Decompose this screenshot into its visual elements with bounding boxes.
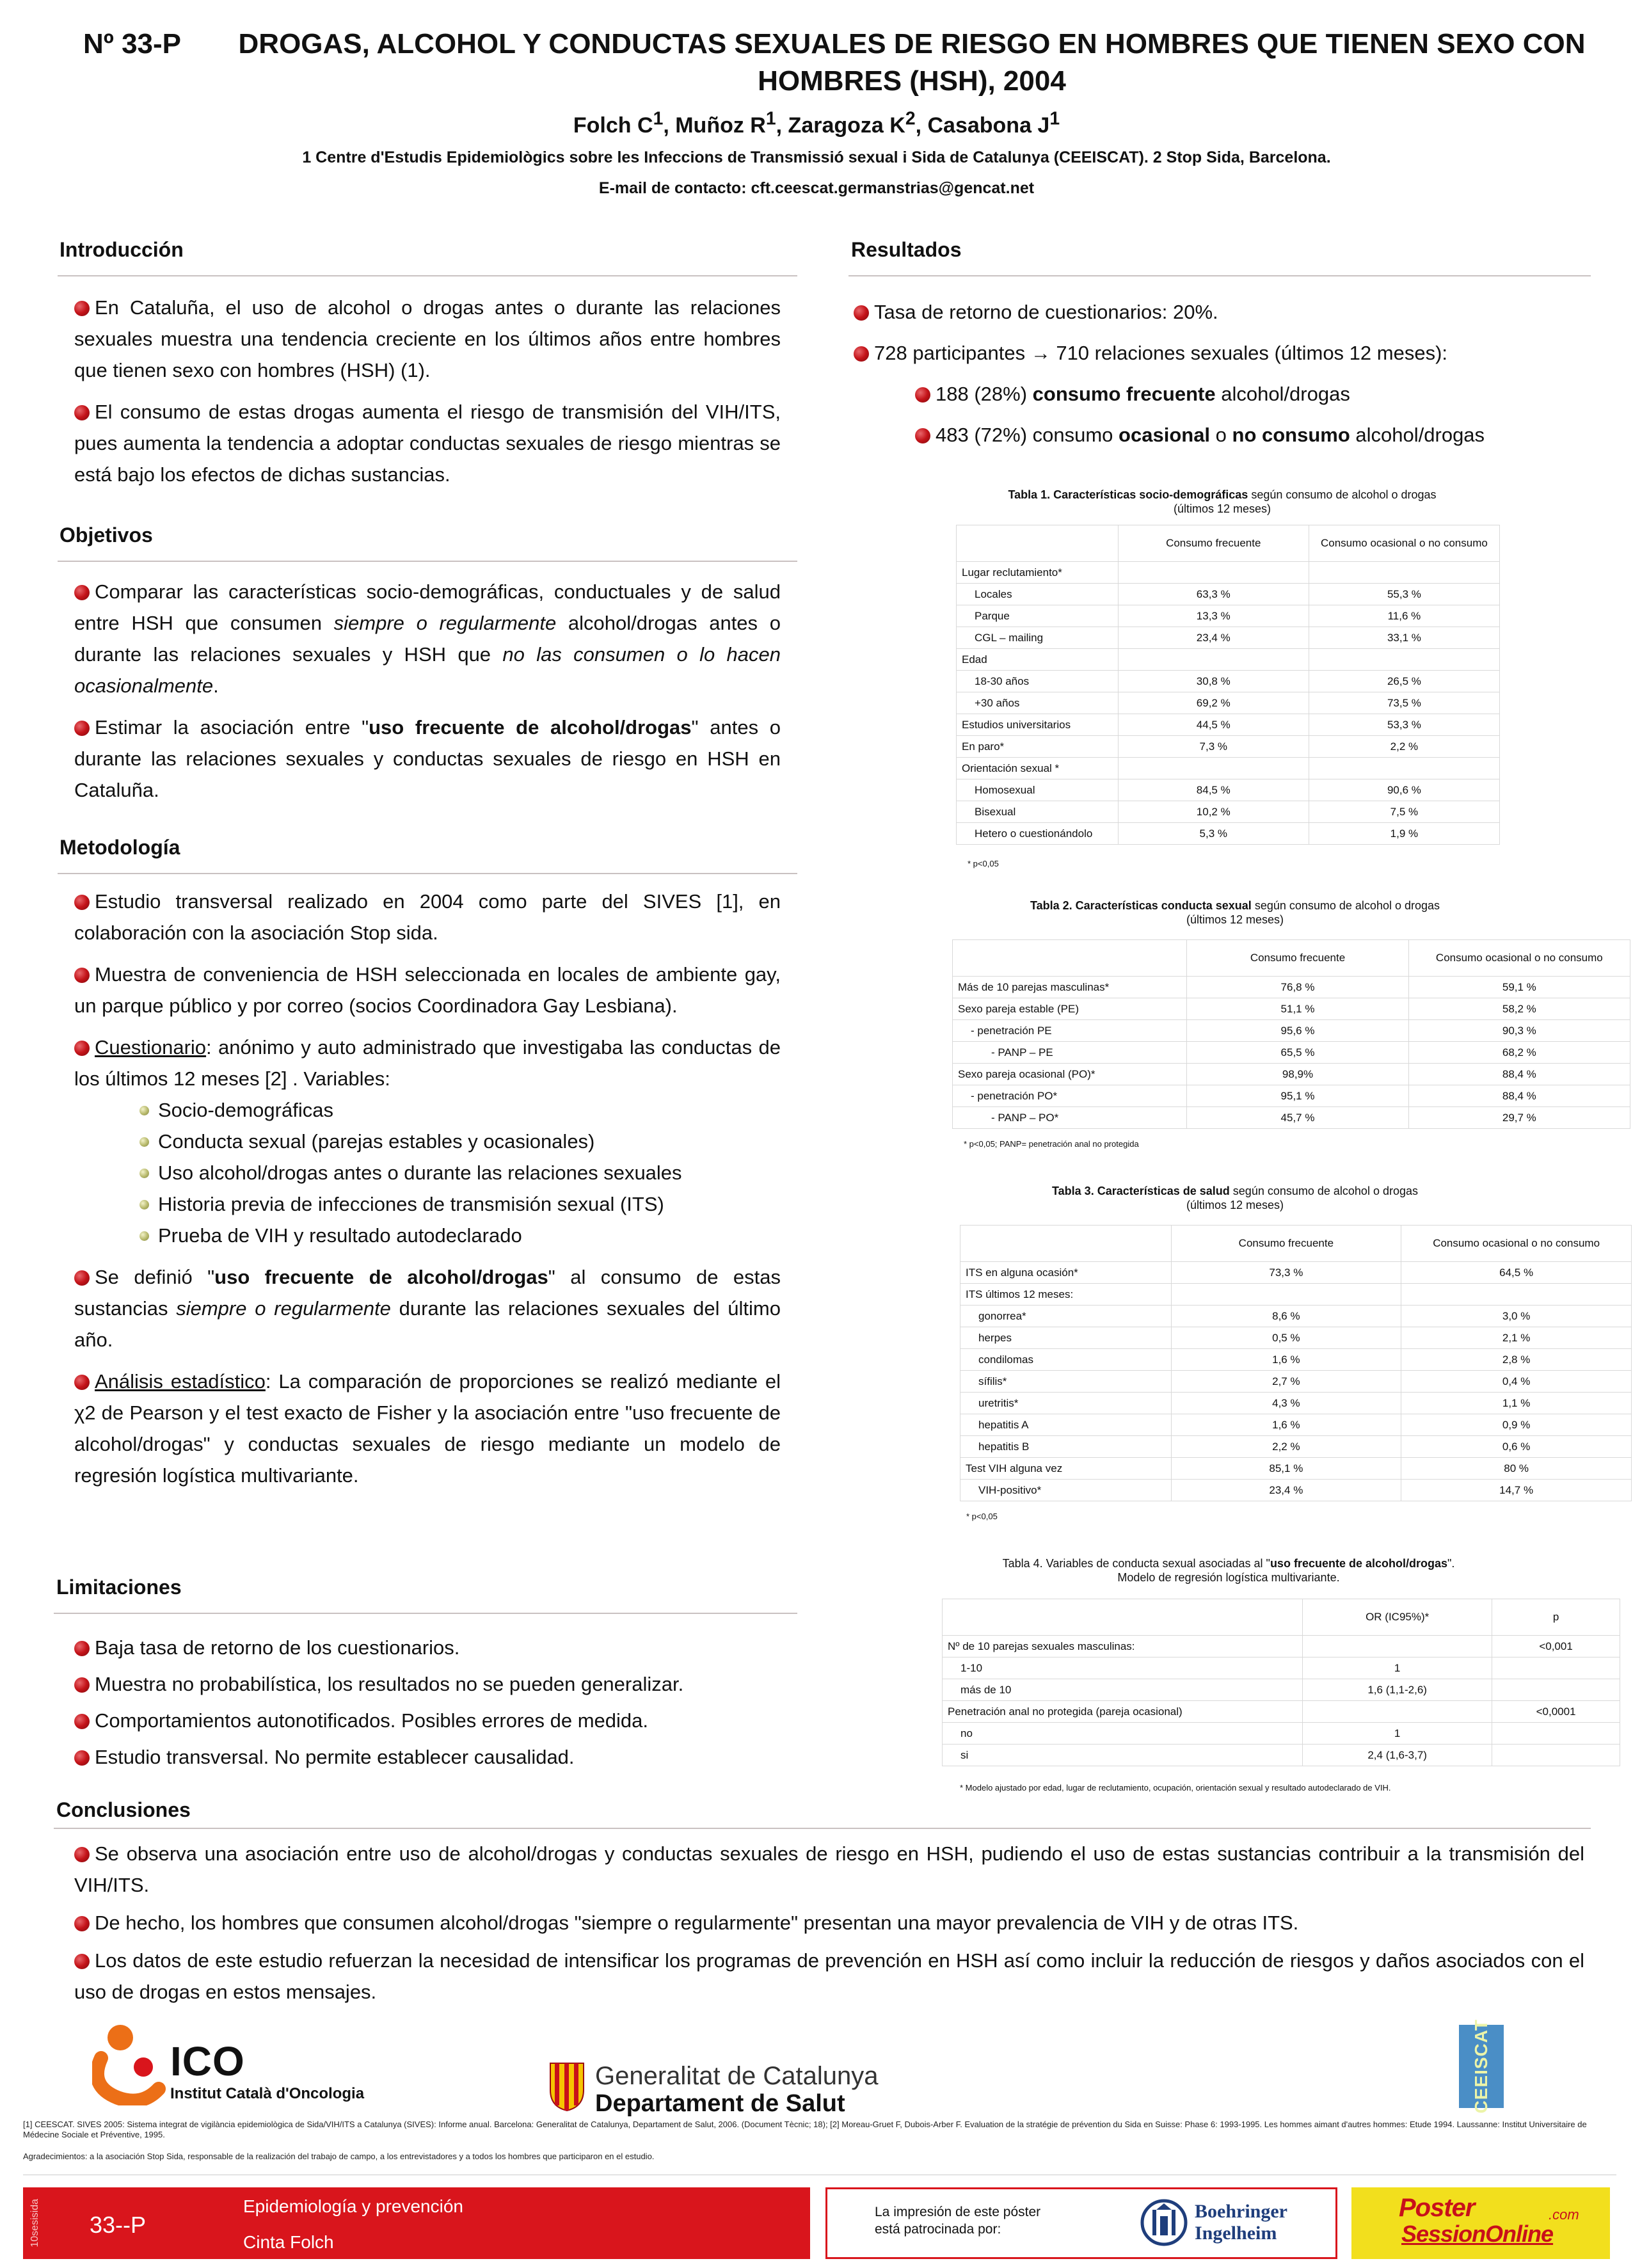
table-row [960, 1458, 1632, 1480]
footer-side-label: 10sesisida [29, 2199, 40, 2248]
affiliation: 1 Centre d'Estudis Epidemiològics sobre les Infeccions de Transmissió sexual i Sida de Catalunya (CEEISCAT). 2 Stop Sida, Barcelona. [302, 148, 1331, 166]
cell-col1: 98,9% [1187, 1064, 1408, 1085]
table-row [943, 1701, 1620, 1723]
cell-col2: 29,7 % [1408, 1107, 1630, 1129]
table-row [960, 1306, 1632, 1327]
cell-col2: 68,2 % [1408, 1042, 1630, 1064]
table-row [957, 758, 1500, 779]
pso-word-1: Poster [1399, 2194, 1475, 2222]
gencat-line2: Departament de Salut [595, 2090, 845, 2117]
rule-resultados [848, 275, 1591, 276]
row-label: 1-10 [943, 1657, 1303, 1679]
table-header-row [957, 525, 1500, 562]
cell-col2: 55,3 % [1309, 584, 1499, 605]
variable-item: Conducta sexual (parejas estables y ocasionales) [139, 1126, 781, 1157]
limitacion-item: Baja tasa de retorno de los cuestionarios. [74, 1632, 781, 1663]
metodo-item-5: Análisis estadístico: La comparación de proporciones se realizó mediante el χ2 de Pearson y el test exacto de Fisher y la asociación entre "uso frecuente de alcohol/drogas" y conductas sexuales de riesgo mediante un modelo de regresión logística multivariante. [74, 1370, 781, 1487]
row-label: - PANP – PE [953, 1042, 1187, 1064]
cell-col2: 64,5 % [1401, 1262, 1632, 1284]
heading-limitaciones: Limitaciones [56, 1576, 182, 1599]
bullet-icon [74, 895, 90, 910]
table4-note: * Modelo ajustado por edad, lugar de reclutamiento, ocupación, orientación sexual y resultado autodeclarado de VIH. [960, 1783, 1391, 1793]
cell-col1: 8,6 % [1171, 1306, 1401, 1327]
table-row [960, 1371, 1632, 1393]
poster-number: Nº 33-P [83, 28, 182, 60]
table4 [942, 1599, 1620, 1766]
acknowledgements: Agradecimientos: a la asociación Stop Sida, responsable de la realización del trabajo de campo, a los entrevistadores y a todos los hombres que participaron en el estudio. [23, 2152, 655, 2161]
row-label: Test VIH alguna vez [960, 1458, 1172, 1480]
bullet-icon [74, 1847, 90, 1862]
heading-resultados: Resultados [851, 238, 962, 261]
header-col1: Consumo frecuente [1187, 940, 1408, 977]
resultado-item-1: Tasa de retorno de cuestionarios: 20%. [854, 292, 1589, 333]
table1-caption: Tabla 1. Características socio-demográficas según consumo de alcohol o drogas (últimos 12 meses) [1008, 488, 1437, 515]
cell-col1 [1118, 649, 1309, 671]
table-row [960, 1284, 1632, 1306]
row-label: Orientación sexual * [957, 758, 1119, 779]
cell-col2: 90,6 % [1309, 779, 1499, 801]
cell-col1: 7,3 % [1118, 736, 1309, 758]
poster-title [77, 26, 1600, 100]
heading-conclusiones: Conclusiones [56, 1798, 191, 1821]
row-label: Más de 10 parejas masculinas* [953, 977, 1187, 998]
table-row [957, 562, 1500, 584]
row-label: 18-30 años [957, 671, 1119, 692]
table-row [953, 977, 1630, 998]
metodo-item-4: Se definió "uso frecuente de alcohol/drogas" al consumo de estas sustancias siempre o regularmente durante las relaciones sexuales del último año. [74, 1266, 781, 1351]
cell-col1: 1 [1303, 1657, 1492, 1679]
resultado-item-2: 728 participantes → 710 relaciones sexuales (últimos 12 meses): [854, 333, 1589, 374]
bullet-icon [74, 1375, 90, 1390]
author-4: Casabona $J^1$ [927, 109, 1060, 138]
row-label: - penetración PO* [953, 1085, 1187, 1107]
row-label: Homosexual [957, 779, 1119, 801]
cell-col1: 76,8 % [1187, 977, 1408, 998]
row-label: más de 10 [943, 1679, 1303, 1701]
table-row [960, 1436, 1632, 1458]
header-col2: p [1492, 1599, 1620, 1636]
row-label: Edad [957, 649, 1119, 671]
heading-introduccion: Introducción [60, 238, 184, 261]
bullet-icon [74, 301, 90, 316]
footer-red-bar [23, 2187, 810, 2259]
cell-col2 [1401, 1284, 1632, 1306]
table2-note: * p<0,05; PANP= penetración anal no protegida [964, 1139, 1139, 1149]
header-blank [957, 525, 1119, 562]
limitacion-item: Comportamientos autonotificados. Posibles errores de medida. [74, 1705, 781, 1736]
intro-item-2: El consumo de estas drogas aumenta el riesgo de transmisión del VIH/ITS, pues aumenta la tendencia a adoptar conductas sexuales de riesgo mientras se está bajo los efectos de dichas sustancias. [74, 401, 781, 486]
row-label: no [943, 1723, 1303, 1745]
rule-introduccion [58, 275, 797, 276]
table-header-row [943, 1599, 1620, 1636]
cell-col2 [1309, 649, 1499, 671]
bullet-icon [74, 1041, 90, 1056]
references: [1] CEESCAT. SIVES 2005: Sistema integrat de vigilància epidemiològica de Sida/VIH/ITS a Catalunya (SIVES): Informe anual. Barcelona: Generalitat de Catalunya, Departament de Salut, 2006. (Document Tècnic; 18); [2] Moreau-Gruet F, Dubois-Arber F. Evaluation de la stratégie de prévention du Sida en Suisse: Phase 6: 1993-1995. Les hommes aimant d'autres hommes: Etude 1994. Laussanne: Institut Universitaire de Médecine Sociale et Préventive, 1995. [23, 2120, 1587, 2139]
cell-col2: 2,1 % [1401, 1327, 1632, 1349]
header-col1: Consumo frecuente [1171, 1226, 1401, 1262]
cell-col1: 95,6 % [1187, 1020, 1408, 1042]
cell-col1: 44,5 % [1118, 714, 1309, 736]
ico-logo-main: ICO [170, 2038, 245, 2084]
row-label: - penetración PE [953, 1020, 1187, 1042]
table-row [957, 605, 1500, 627]
sub-bullet-icon [139, 1106, 149, 1115]
table-row [957, 671, 1500, 692]
table-row [960, 1262, 1632, 1284]
bullet-icon [74, 968, 90, 983]
cell-col1: 30,8 % [1118, 671, 1309, 692]
cell-col1: 51,1 % [1187, 998, 1408, 1020]
postersessiononline-logo[interactable] [1351, 2187, 1610, 2259]
table4-caption: Tabla 4. Variables de conducta sexual asociadas al "uso frecuente de alcohol/drogas". Modelo de regresión logística multivariante. [1002, 1557, 1455, 1584]
bullet-icon [74, 1641, 90, 1656]
variable-item: Historia previa de infecciones de transmisión sexual (ITS) [139, 1188, 781, 1220]
table-row [957, 823, 1500, 845]
row-label: Estudios universitarios [957, 714, 1119, 736]
table-row [960, 1327, 1632, 1349]
sub-bullet-icon [139, 1231, 149, 1241]
variable-item: Socio-demográficas [139, 1094, 781, 1126]
conclusion-item: De hecho, los hombres que consumen alcohol/drogas "siempre o regularmente" presentan una mayor prevalencia de VIH y de otras ITS. [74, 1907, 1584, 1938]
cell-col2: 90,3 % [1408, 1020, 1630, 1042]
bullet-icon [854, 305, 869, 321]
bullet-icon [74, 405, 90, 420]
cell-col1: 23,4 % [1118, 627, 1309, 649]
title-text: DROGAS, ALCOHOL Y CONDUCTAS SEXUALES DE RIESGO EN HOMBRES QUE TIENEN SEXO CON HOMBRES (HSH), 2004 [238, 28, 1586, 97]
metodo-item-1: Estudio transversal realizado en 2004 como parte del SIVES [1], en colaboración con la asociación Stop sida. [74, 890, 781, 944]
table-row [957, 649, 1500, 671]
bullet-icon [74, 1714, 90, 1729]
sub-bullet-icon [139, 1169, 149, 1178]
bullet-icon [74, 1954, 90, 1969]
table-row [953, 1064, 1630, 1085]
row-label: En paro* [957, 736, 1119, 758]
heading-metodologia: Metodología [60, 836, 180, 859]
table3 [960, 1225, 1632, 1501]
variable-item: Uso alcohol/drogas antes o durante las relaciones sexuales [139, 1157, 781, 1188]
row-label: CGL – mailing [957, 627, 1119, 649]
cell-col2: 33,1 % [1309, 627, 1499, 649]
row-label: sífilis* [960, 1371, 1172, 1393]
table-row [957, 714, 1500, 736]
table-row [960, 1414, 1632, 1436]
sponsor-name-2[interactable]: Ingelheim [1195, 2223, 1277, 2244]
sponsor-box [825, 2187, 1337, 2259]
cell-col2: 53,3 % [1309, 714, 1499, 736]
contact-email[interactable]: E-mail de contacto: cft.ceescat.germanstrias@gencat.net [598, 179, 1035, 197]
cell-col1 [1171, 1284, 1401, 1306]
cell-col1: 4,3 % [1171, 1393, 1401, 1414]
bullet-icon [74, 1916, 90, 1931]
cell-col1: 95,1 % [1187, 1085, 1408, 1107]
cell-col1: 1 [1303, 1723, 1492, 1745]
rule-conclusiones [54, 1828, 1591, 1829]
cell-col2: 0,4 % [1401, 1371, 1632, 1393]
table-header-row [960, 1226, 1632, 1262]
author-2: Muñoz $R^1$ [675, 109, 776, 138]
resultados-body [854, 292, 1589, 456]
table-row [960, 1349, 1632, 1371]
cell-col2: 88,4 % [1408, 1085, 1630, 1107]
row-label: +30 años [957, 692, 1119, 714]
table-row [953, 1020, 1630, 1042]
ceeiscat-logo [1459, 2019, 1504, 2114]
row-label: uretritis* [960, 1393, 1172, 1414]
table-row [957, 779, 1500, 801]
variables-list [139, 1094, 781, 1251]
row-label: Nº de 10 parejas sexuales masculinas: [943, 1636, 1303, 1657]
cell-col2: 26,5 % [1309, 671, 1499, 692]
row-label: VIH-positivo* [960, 1480, 1172, 1501]
senyera-shield-icon [549, 2062, 585, 2112]
table3-note: * p<0,05 [966, 1512, 998, 1521]
cell-col1: 69,2 % [1118, 692, 1309, 714]
conclusiones-body [74, 1838, 1584, 2018]
table-row [957, 692, 1500, 714]
variable-item: Prueba de VIH y resultado autodeclarado [139, 1220, 781, 1251]
row-label: ITS últimos 12 meses: [960, 1284, 1172, 1306]
metodo-item-3: Cuestionario: anónimo y auto administrado que investigaba las conductas de los últimos 12 meses [2] . Variables: [74, 1036, 781, 1090]
cell-col1: 63,3 % [1118, 584, 1309, 605]
author-3: Zaragoza $K^2$ [788, 109, 916, 138]
ceeiscat-text: CEEISCAT [1471, 2019, 1491, 2114]
table-row [943, 1723, 1620, 1745]
limitacion-item: Muestra no probabilística, los resultados no se pueden generalizar. [74, 1668, 781, 1700]
cell-col1 [1303, 1701, 1492, 1723]
table-row [953, 1085, 1630, 1107]
pso-word-2: SessionOnline [1401, 2221, 1554, 2247]
cell-col2: 0,6 % [1401, 1436, 1632, 1458]
bullet-icon [854, 346, 869, 362]
table-row [943, 1657, 1620, 1679]
bullet-icon [74, 1677, 90, 1693]
heading-objetivos: Objetivos [60, 523, 153, 547]
conclusion-item: Se observa una asociación entre uso de alcohol/drogas y conductas sexuales de riesgo en HSH, pudiendo el uso de estas sustancias contribuir a la transmisión del VIH/ITS. [74, 1842, 1584, 1896]
sub-bullet-icon [139, 1200, 149, 1210]
cell-col1: 5,3 % [1118, 823, 1309, 845]
row-label: Sexo pareja ocasional (PO)* [953, 1064, 1187, 1085]
ico-logo-sub: Institut Català d'Oncologia [170, 2085, 365, 2102]
cell-col1 [1118, 562, 1309, 584]
cell-col2: 59,1 % [1408, 977, 1630, 998]
metodo-item-2: Muestra de conveniencia de HSH seleccionada en locales de ambiente gay, un parque público y por correo (socios Coordinadora Gay Lesbiana). [74, 963, 781, 1017]
table3-caption: Tabla 3. Características de salud según consumo de alcohol o drogas (últimos 12 meses) [1052, 1185, 1418, 1211]
cell-col2 [1492, 1657, 1620, 1679]
sponsor-text: La impresión de este póster está patrocinada por: [875, 2205, 1041, 2237]
resultado-sub-1: 188 (28%) consumo frecuente alcohol/drogas [854, 374, 1589, 415]
rule-objetivos [58, 561, 797, 562]
footer-topic: Epidemiología y prevención [243, 2196, 463, 2216]
cell-col1: 84,5 % [1118, 779, 1309, 801]
table-header-row [953, 940, 1630, 977]
bullet-icon [74, 585, 90, 600]
cell-col1: 23,4 % [1171, 1480, 1401, 1501]
bullet-icon [915, 428, 930, 443]
cell-col2: 3,0 % [1401, 1306, 1632, 1327]
gencat-line1: Generalitat de Catalunya [595, 2062, 879, 2090]
table2-caption: Tabla 2. Características conducta sexual según consumo de alcohol o drogas (últimos 12 meses) [1030, 899, 1440, 926]
authors: Folch $C^1$, Muñoz $R^1$, Zaragoza $K^2$, Casabona $J^1$ [573, 109, 1060, 138]
sub-bullet-icon [139, 1137, 149, 1147]
cell-col1: 1,6 (1,1-2,6) [1303, 1679, 1492, 1701]
row-label: Lugar reclutamiento* [957, 562, 1119, 584]
cell-col1: 2,7 % [1171, 1371, 1401, 1393]
cell-col2: 1,1 % [1401, 1393, 1632, 1414]
cell-col2: 58,2 % [1408, 998, 1630, 1020]
cell-col2: 7,5 % [1309, 801, 1499, 823]
objetivo-item-1: Comparar las características socio-demográficas, conductuales y de salud entre HSH que consumen siempre o regularmente alcohol/drogas antes o durante las relaciones sexuales y HSH que no las consumen o lo hacen ocasionalmente. [74, 580, 781, 697]
limitaciones-body [74, 1632, 781, 1773]
cell-col2 [1492, 1745, 1620, 1766]
table-row [943, 1679, 1620, 1701]
row-label: Parque [957, 605, 1119, 627]
conclusion-item: Los datos de este estudio refuerzan la necesidad de intensificar los programas de prevención en HSH así como incluir la reducción de riesgos y daños asociados con el uso de drogas en estos mensajes. [74, 1949, 1584, 2003]
row-label: - PANP – PO* [953, 1107, 1187, 1129]
introduccion-body [74, 292, 781, 500]
table-row [957, 584, 1500, 605]
cell-col1: 0,5 % [1171, 1327, 1401, 1349]
table1-note: * p<0,05 [968, 859, 999, 868]
boehringer-logo-icon[interactable] [1140, 2198, 1188, 2247]
table-row [960, 1393, 1632, 1414]
table-row [953, 998, 1630, 1020]
table-row [960, 1480, 1632, 1501]
cell-col2: <0,001 [1492, 1636, 1620, 1657]
cell-col2: 2,8 % [1401, 1349, 1632, 1371]
cell-col2 [1492, 1723, 1620, 1745]
row-label: hepatitis B [960, 1436, 1172, 1458]
cell-col1: 73,3 % [1171, 1262, 1401, 1284]
cell-col1 [1303, 1636, 1492, 1657]
cell-col2: 0,9 % [1401, 1414, 1632, 1436]
table1 [956, 525, 1500, 845]
cell-col1: 2,4 (1,6-3,7) [1303, 1745, 1492, 1766]
objetivo-item-2: Estimar la asociación entre "uso frecuente de alcohol/drogas" antes o durante las relaciones sexuales y conductas sexuales de riesgo en HSH en Cataluña. [74, 716, 781, 801]
table-row [957, 736, 1500, 758]
cell-col2 [1492, 1679, 1620, 1701]
bullet-icon [74, 1270, 90, 1286]
header-col2: Consumo ocasional o no consumo [1408, 940, 1630, 977]
cell-col1: 13,3 % [1118, 605, 1309, 627]
row-label: si [943, 1745, 1303, 1766]
cell-col1: 45,7 % [1187, 1107, 1408, 1129]
cell-col1: 1,6 % [1171, 1349, 1401, 1371]
table-row [957, 627, 1500, 649]
table-row [943, 1636, 1620, 1657]
cell-col1: 1,6 % [1171, 1414, 1401, 1436]
row-label: gonorrea* [960, 1306, 1172, 1327]
rule-limitaciones [54, 1613, 797, 1614]
cell-col1: 10,2 % [1118, 801, 1309, 823]
row-label: Sexo pareja estable (PE) [953, 998, 1187, 1020]
row-label: hepatitis A [960, 1414, 1172, 1436]
cell-col1: 65,5 % [1187, 1042, 1408, 1064]
header-blank [953, 940, 1187, 977]
header-col2: Consumo ocasional o no consumo [1309, 525, 1499, 562]
objetivos-body [74, 576, 781, 816]
cell-col1: 2,2 % [1171, 1436, 1401, 1458]
bullet-icon [915, 387, 930, 403]
header-blank [943, 1599, 1303, 1636]
pso-word-3: .com [1549, 2207, 1579, 2223]
footer-author: Cinta Folch [243, 2232, 334, 2252]
limitacion-item: Estudio transversal. No permite establecer causalidad. [74, 1741, 781, 1773]
header-col1: OR (IC95%)* [1303, 1599, 1492, 1636]
cell-col1: 85,1 % [1171, 1458, 1401, 1480]
row-label: herpes [960, 1327, 1172, 1349]
bullet-icon [74, 721, 90, 736]
row-label: Bisexual [957, 801, 1119, 823]
table-row [953, 1042, 1630, 1064]
rule-metodologia [58, 873, 797, 874]
table-row [953, 1107, 1630, 1129]
cell-col2: 14,7 % [1401, 1480, 1632, 1501]
bullet-icon [74, 1750, 90, 1766]
row-label: condilomas [960, 1349, 1172, 1371]
cell-col2: 80 % [1401, 1458, 1632, 1480]
cell-col2 [1309, 758, 1499, 779]
table-row [957, 801, 1500, 823]
author-1: Folch $C^1$ [573, 109, 664, 138]
header-col1: Consumo frecuente [1118, 525, 1309, 562]
metodologia-body [74, 886, 781, 1501]
row-label: ITS en alguna ocasión* [960, 1262, 1172, 1284]
row-label: Locales [957, 584, 1119, 605]
cell-col2: 73,5 % [1309, 692, 1499, 714]
cell-col2: 2,2 % [1309, 736, 1499, 758]
row-label: Hetero o cuestionándolo [957, 823, 1119, 845]
row-label: Penetración anal no protegida (pareja ocasional) [943, 1701, 1303, 1723]
cell-col2: <0,0001 [1492, 1701, 1620, 1723]
cell-col2: 11,6 % [1309, 605, 1499, 627]
header-col2: Consumo ocasional o no consumo [1401, 1226, 1632, 1262]
table-row [943, 1745, 1620, 1766]
ico-logo-icon [92, 2022, 166, 2105]
resultado-sub-2: 483 (72%) consumo ocasional o no consumo alcohol/drogas [854, 415, 1589, 456]
footer-code: 33--P [90, 2212, 147, 2238]
sponsor-name-1[interactable]: Boehringer [1195, 2201, 1287, 2222]
header-blank [960, 1226, 1172, 1262]
cell-col2: 1,9 % [1309, 823, 1499, 845]
cell-col2: 88,4 % [1408, 1064, 1630, 1085]
cell-col1 [1118, 758, 1309, 779]
cell-col2 [1309, 562, 1499, 584]
table2 [952, 939, 1630, 1129]
intro-item-1: En Cataluña, el uso de alcohol o drogas antes o durante las relaciones sexuales muestra una tendencia creciente en los últimos años entre hombres que tienen sexo con hombres (HSH) (1). [74, 296, 781, 381]
